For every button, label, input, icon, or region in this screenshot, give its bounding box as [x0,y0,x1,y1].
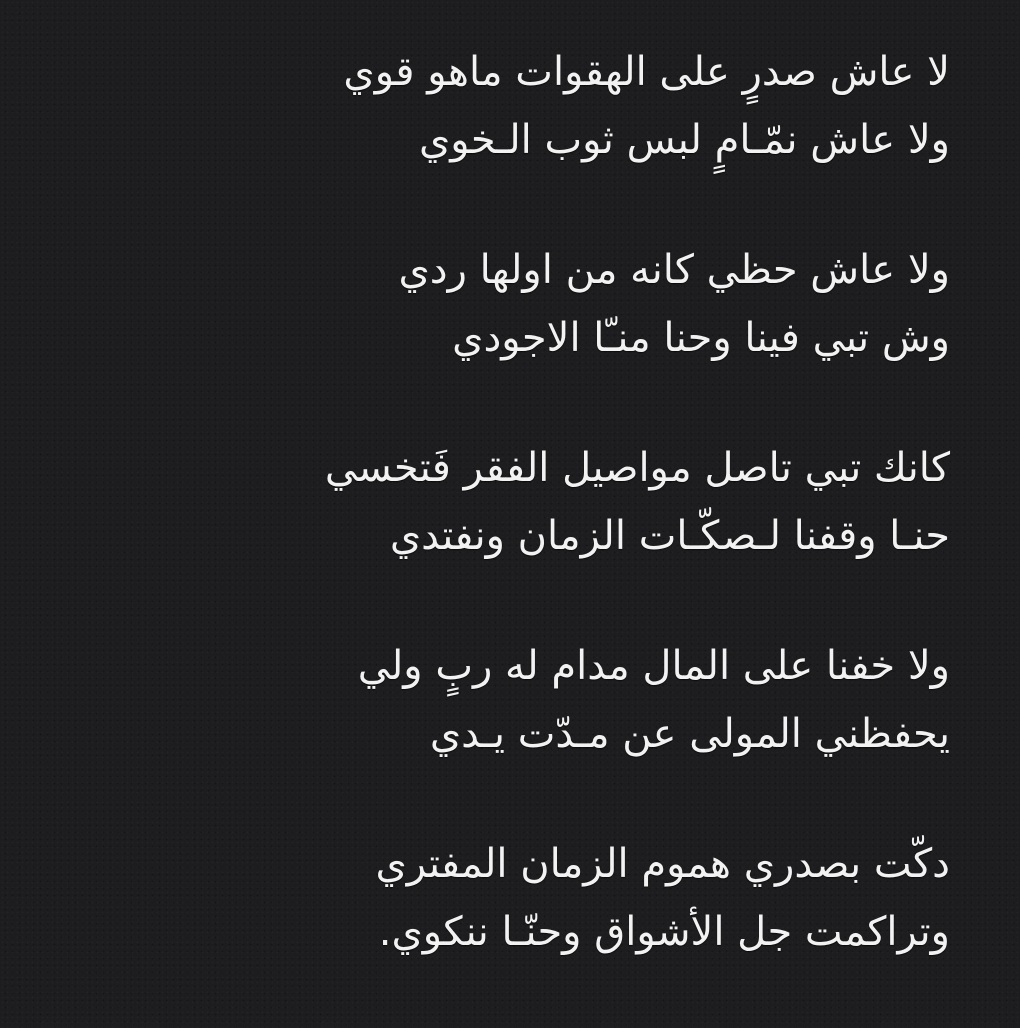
poem-line: ولا عاش حظي كانه من اولها ردي [398,247,950,293]
poem-stanza-1 [50,38,950,174]
poem-line: حنـا وقفنا لـصكّـات الزمان ونفتدي [389,513,950,559]
poem-stanza-4 [50,632,950,768]
poem-line: لا عاش صدرٍ على الهقوات ماهو قوي [343,49,950,95]
poem-stanza-2 [50,236,950,372]
poem-line: كانك تبي تاصل مواصيل الفقر فَتخسي [324,445,950,491]
poem-line: ولا عاش نمّـامٍ لبس ثوب الـخوي [418,117,950,163]
poem-line: ولا خفنا على المال مدام له ربٍ ولي [357,643,950,689]
poem-line: وتراكمت جل الأشواق وحنّـا ننكوي. [378,909,950,955]
poem-line: دكّت بصدري هموم الزمان المفتري [375,841,950,887]
poem-line: وش تبي فينا وحنا منـّا الاجودي [452,315,950,361]
poem-stanza-3 [50,434,950,570]
poem-line: يحفظني المولى عن مـدّت يـدي [429,711,950,757]
poem-text [50,38,950,1028]
poem-stanza-5 [50,830,950,966]
